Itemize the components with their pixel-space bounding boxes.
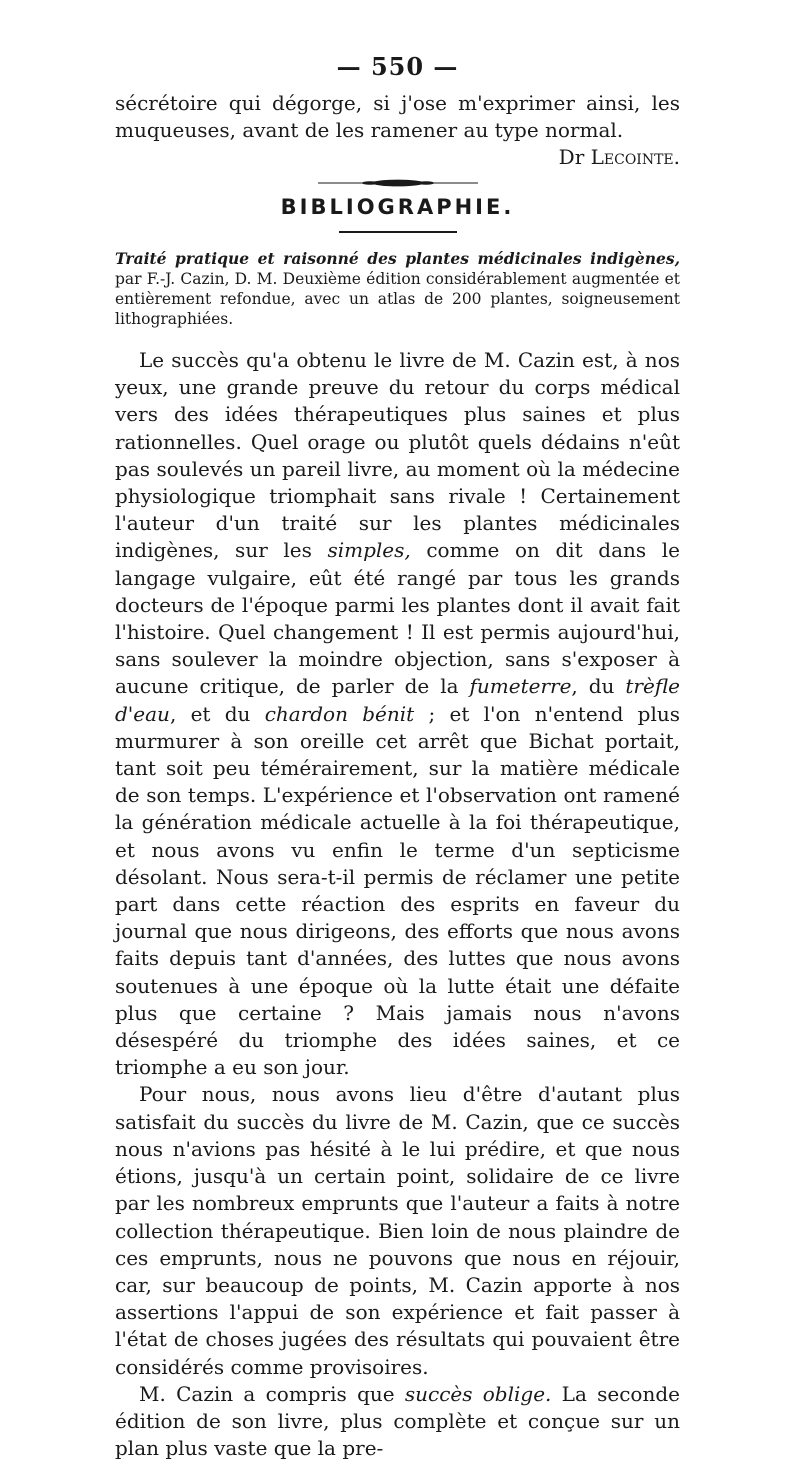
continuation-text: sécrétoire qui dégorge, si j'ose m'exprimer ainsi, les muqueuses, avant de les ramener au type normal. — [115, 91, 680, 142]
page — [115, 52, 680, 1462]
paragraph-1-part-c: , du — [571, 674, 626, 699]
term-fumeterre: fumeterre — [469, 674, 572, 699]
paragraph-3-part-a: M. Cazin a compris que — [139, 1381, 405, 1406]
paragraph-3-part-b: La seconde édition de son livre, plus complète et conçue sur un plan plus vaste que la pre- — [115, 1381, 680, 1461]
paragraph-1-part-a: Le succès qu'a obtenu le livre de M. Cazin est, à nos yeux, une grande preuve du retour du corps médical vers des idées thérapeutiques plus saines et plus rationnelles. Quel orage ou plutôt quels dédains n'eût pas soulevés un pareil livre, au moment où la médecine physiologique triomphait sans rivale ! Certainement l'auteur d'un traité sur les plantes médicinales indigènes, sur les — [115, 348, 680, 563]
term-chardon-benit: chardon bénit — [264, 701, 415, 726]
page-number: — 550 — — [336, 52, 459, 81]
paragraph-3 — [115, 1381, 680, 1462]
paragraph-2: Pour nous, nous avons lieu d'être d'autant plus satisfait du succès du livre de M. Cazin, que ce succès nous n'avions pas hésité à le lui prédire, et que nous étions, jusqu'à un certain point, solidaire de ce livre par les nombreux emprunts que l'auteur a faits à notre collection thérapeutique. Bien loin de nous plaindre de ces emprunts, nous ne pouvons que nous en réjouir, car, sur beaucoup de points, M. Cazin apporte à nos assertions l'appui de son expérience et fait passer à l'état de choses jugées des résultats qui pouvaient être considérés comme provisoires. — [115, 1082, 680, 1379]
signature-prefix: Dr — [558, 145, 591, 169]
signature-name: Lecointe. — [590, 145, 680, 169]
author-signature — [115, 144, 680, 171]
bibliographic-citation — [115, 249, 680, 329]
term-succes-oblige: succès oblige. — [404, 1381, 552, 1406]
paragraph-1-part-e: ; et l'on n'entend plus murmurer à son oreille cet arrêt que Bichat portait, tant soit peu témérairement, sur la matière médicale de son temps. L'expérience et l'observation ont ramené la génération médicale actuelle à la foi thérapeutique, et nous avons vu enfin le terme d'un septicisme désolant. Nous sera-t-il permis de réclamer une petite part dans cette réaction des esprits en faveur du journal que nous dirigeons, des efforts que nous avons faits depuis tant d'années, des luttes que nous avons soutenues à une époque où la lutte était une défaite plus que certaine ? Mais jamais nous n'avons désespéré du triomphe des idées saines, et ce triomphe a eu son jour. — [115, 701, 680, 1080]
ornament-divider-icon — [318, 177, 478, 189]
paragraph-1-part-b: comme on dit dans le langage vulgaire, eût été rangé par tous les grands docteurs de l'époque parmi les plantes dont il avait fait l'histoire. Quel changement ! Il est permis aujourd'hui, sans soulever la moindre objection, sans s'exposer à aucune critique, de parler de la — [115, 538, 680, 699]
section-title: BIBLIOGRAPHIE. — [280, 195, 515, 219]
term-trefle-d-eau: trèfle d'eau — [115, 674, 680, 726]
paragraph-1-part-d: , et du — [169, 701, 265, 726]
review-body — [115, 347, 680, 1462]
citation-work-title: Traité pratique et raisonné des plantes médicinales indigènes, — [115, 249, 680, 268]
title-rule — [339, 231, 457, 233]
citation-details: par F.-J. Cazin, D. M. Deuxième édition considérablement augmentée et entièrement refondue, avec un atlas de 200 plantes, soigneusement lithographiées. — [115, 270, 680, 328]
paragraph-1 — [115, 347, 680, 1081]
term-simples: simples, — [327, 538, 411, 563]
